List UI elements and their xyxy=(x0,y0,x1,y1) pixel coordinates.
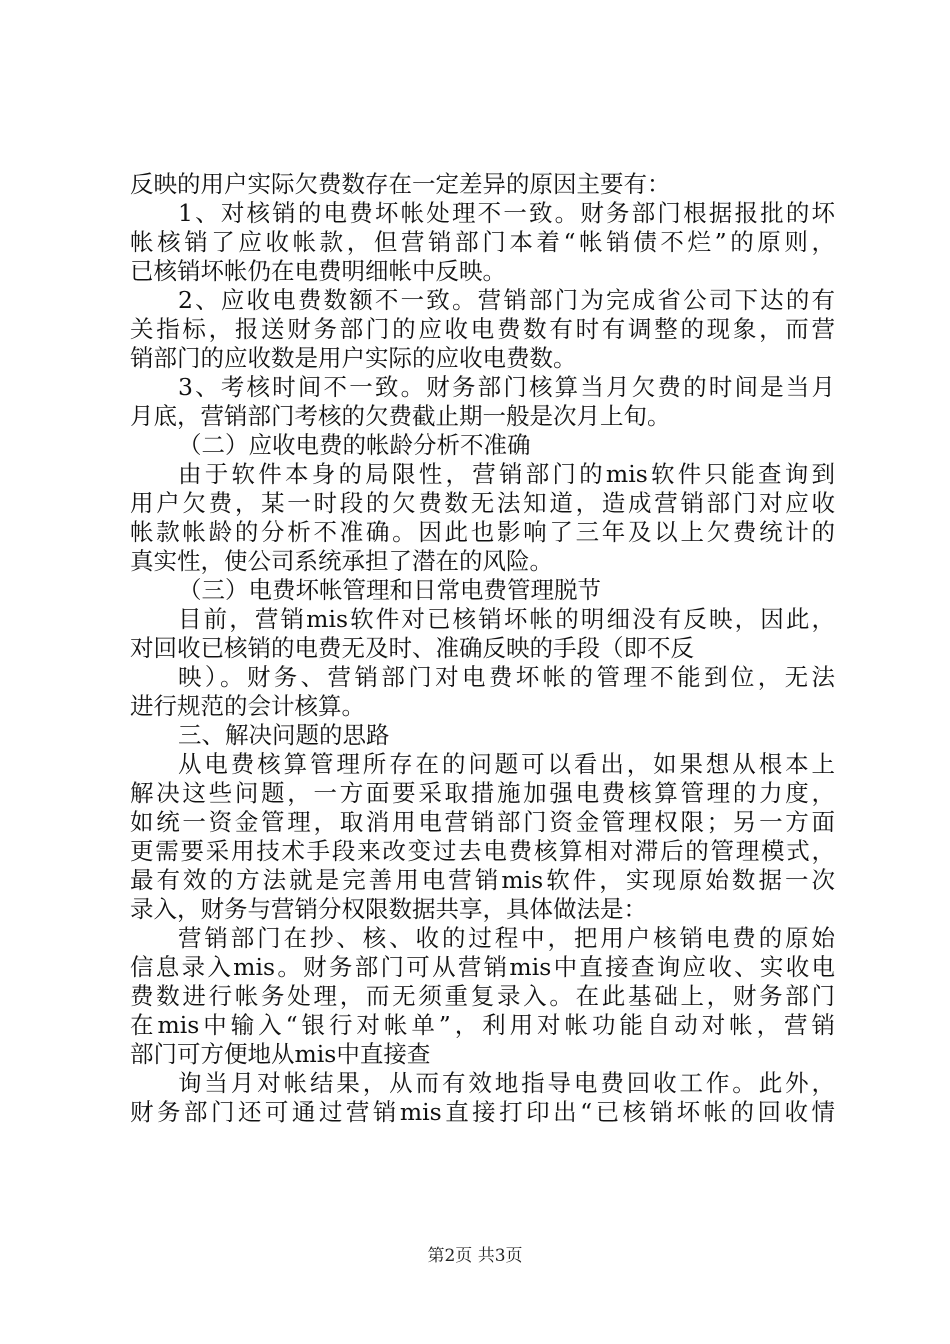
text-line: 目前，营销mis软件对已核销坏帐的明细没有反映，因此， xyxy=(178,605,835,633)
text-line: 用户欠费，某一时段的欠费数无法知道，造成营销部门对应收 xyxy=(130,489,835,517)
text-line: 帐款帐龄的分析不准确。因此也影响了三年及以上欠费统计的 xyxy=(130,518,835,546)
text-line: 三、解决问题的思路 xyxy=(178,721,390,749)
text-line: 反映的用户实际欠费数存在一定差异的原因主要有： xyxy=(130,170,671,198)
page-footer: 第2页 共3页 xyxy=(427,1246,523,1266)
text-line: 最有效的方法就是完善用电营销mis软件，实现原始数据一次 xyxy=(130,866,835,894)
text-line: 销部门的应收数是用户实际的应收电费数。 xyxy=(130,344,577,372)
text-line: 财务部门还可通过营销mis直接打印出“已核销坏帐的回收情 xyxy=(130,1098,835,1126)
text-line: 2、应收电费数额不一致。营销部门为完成省公司下达的有 xyxy=(178,286,835,314)
text-line: （二）应收电费的帐龄分析不准确 xyxy=(178,431,531,459)
text-line: 真实性，使公司系统承担了潜在的风险。 xyxy=(130,547,553,575)
text-line: 部门可方便地从mis中直接查 xyxy=(130,1040,431,1068)
text-line: 帐核销了应收帐款，但营销部门本着“帐销债不烂”的原则， xyxy=(130,228,835,256)
text-line: 询当月对帐结果，从而有效地指导电费回收工作。此外， xyxy=(178,1069,835,1097)
text-line: 费数进行帐务处理，而无须重复录入。在此基础上，财务部门 xyxy=(130,982,835,1010)
text-line: （三）电费坏帐管理和日常电费管理脱节 xyxy=(178,576,601,604)
text-line: 1、对核销的电费坏帐处理不一致。财务部门根据报批的坏 xyxy=(178,199,835,227)
text-line: 3、考核时间不一致。财务部门核算当月欠费的时间是当月 xyxy=(178,373,835,401)
text-line: 月底，营销部门考核的欠费截止期一般是次月上旬。 xyxy=(130,402,671,430)
text-line: 映）。财务、营销部门对电费坏帐的管理不能到位，无法 xyxy=(178,663,835,691)
document-body xyxy=(130,170,835,1127)
text-line: 信息录入mis。财务部门可从营销mis中直接查询应收、实收电 xyxy=(130,953,835,981)
text-line: 从电费核算管理所存在的问题可以看出，如果想从根本上 xyxy=(178,750,835,778)
text-line: 录入，财务与营销分权限数据共享，具体做法是： xyxy=(130,895,647,923)
text-line: 进行规范的会计核算。 xyxy=(130,692,365,720)
text-line: 已核销坏帐仍在电费明细帐中反映。 xyxy=(130,257,506,285)
text-line: 更需要采用技术手段来改变过去电费核算相对滞后的管理模式， xyxy=(130,837,835,865)
text-line: 解决这些问题，一方面要采取措施加强电费核算管理的力度， xyxy=(130,779,835,807)
text-line: 营销部门在抄、核、收的过程中，把用户核销电费的原始 xyxy=(178,924,835,952)
text-line: 在mis中输入“银行对帐单”，利用对帐功能自动对帐，营销 xyxy=(130,1011,835,1039)
text-line: 如统一资金管理，取消用电营销部门资金管理权限；另一方面 xyxy=(130,808,835,836)
text-line: 由于软件本身的局限性，营销部门的mis软件只能查询到 xyxy=(178,460,835,488)
text-line: 关指标，报送财务部门的应收电费数有时有调整的现象，而营 xyxy=(130,315,835,343)
text-line: 对回收已核销的电费无及时、准确反映的手段（即不反 xyxy=(130,634,694,662)
